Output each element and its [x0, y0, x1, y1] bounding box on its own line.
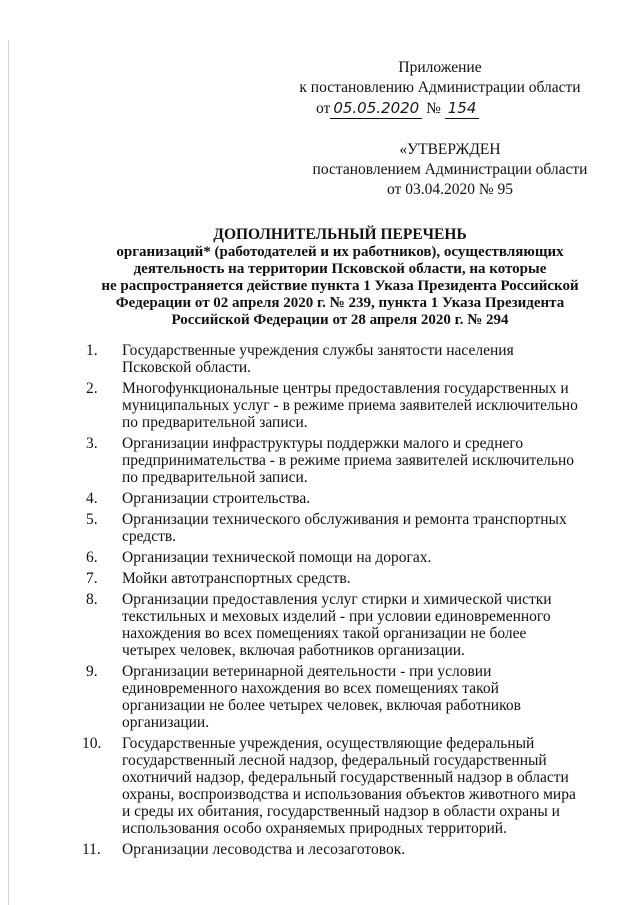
list-item-text-line: четырех человек, включая работников организации. [122, 642, 465, 659]
list-item-text-line: нахождения во всех помещениях такой организации не более [122, 625, 527, 642]
handwritten-date: 05.05.2020 [330, 98, 422, 119]
list-item-number: 9. [86, 663, 98, 680]
list-item-number: 5. [86, 511, 98, 528]
list-item-text-line: Организации предоставления услуг стирки и химической чистки [122, 591, 552, 608]
handwritten-number: 154 [445, 98, 480, 119]
list-item-text-line: Государственные учреждения службы занятости населения [122, 342, 514, 359]
approval-block [300, 140, 600, 200]
appendix-label: Приложение [398, 59, 482, 76]
list-item-text-line: Организации ветеринарной деятельности - при условии [122, 663, 492, 680]
date-prefix: от [316, 100, 331, 117]
list-item-text-line: муниципальных услуг - в режиме приема заявителей исключительно [122, 397, 578, 414]
appendix-date-number [280, 98, 600, 119]
title-main: ДОПОЛНИТЕЛЬНЫЙ ПЕРЕЧЕНЬ [213, 226, 467, 243]
list-item-number: 7. [86, 570, 98, 587]
list-item-number: 1. [86, 342, 98, 359]
list-item [82, 841, 616, 858]
list-item [86, 549, 616, 566]
list-item-text-line: предпринимательства - в режиме приема заявителей исключительно [122, 452, 575, 469]
list-item [86, 591, 616, 659]
list-item-text-line: средств. [122, 528, 177, 545]
appendix-resolution: к постановлению Администрации области [299, 79, 581, 96]
list-item [86, 570, 616, 587]
list-item-number: 3. [86, 435, 98, 452]
list-item [86, 511, 616, 545]
scan-edge-line [8, 40, 9, 905]
list-item-number: 4. [86, 490, 98, 507]
list-item-text-line: Организации лесоводства и лесозаготовок. [122, 841, 406, 858]
list-item-text-line: текстильных и меховых изделий - при условии единовременного [122, 608, 551, 625]
list-item [82, 735, 616, 837]
number-prefix: № [426, 100, 441, 117]
list-item [86, 342, 616, 376]
title-line: Федерации от 02 апреля 2020 г. № 239, пункта 1 Указа Президента [115, 295, 565, 311]
approved-label: «УТВЕРЖДЕН [399, 141, 501, 158]
approved-by: постановлением Администрации области [312, 161, 588, 178]
list-item-text-line: Многофункциональные центры предоставления государственных и [122, 380, 569, 397]
list-item-number: 8. [86, 591, 98, 608]
list-item-number: 11. [82, 841, 101, 858]
list-item-text-line: и среды их обитания, государственный надзор в области охраны и [122, 803, 560, 820]
list-item-number: 2. [86, 380, 98, 397]
list-item [86, 490, 616, 507]
list-item-text-line: Мойки автотранспортных средств. [122, 570, 351, 587]
list-item-text-line: государственный лесной надзор, федеральный государственный [122, 752, 547, 769]
list-item-text-line: Организации технической помощи на дорогах. [122, 549, 432, 566]
document-title [90, 226, 590, 329]
list-item-text-line: охраны, воспроизводства и использования объектов животного мира [122, 786, 576, 803]
list-item-number: 6. [86, 549, 98, 566]
list-item-text-line: единовременного нахождения во всех помещениях такой [122, 680, 499, 697]
list-item-text-line: организации. [122, 714, 210, 731]
list-item [86, 435, 616, 486]
title-line: Российской Федерации от 28 апреля 2020 г. № 294 [171, 312, 509, 328]
title-line: не распространяется действие пункта 1 Указа Президента Российской [101, 278, 579, 294]
list-item-text-line: Организации инфраструктуры поддержки малого и среднего [122, 435, 524, 452]
list-item-text-line: Государственные учреждения, осуществляющие федеральный [122, 735, 535, 752]
appendix-header [280, 58, 600, 119]
list-item [86, 663, 616, 731]
title-line: деятельность на территории Псковской области, на которые [133, 261, 547, 277]
list-item-text-line: использования особо охраняемых природных территорий. [122, 820, 507, 837]
list-item-text-line: Организации строительства. [122, 490, 311, 507]
list-item-text-line: Организации технического обслуживания и ремонта транспортных [122, 511, 567, 528]
list-item-text-line: по предварительной записи. [122, 414, 308, 431]
list-item-text-line: по предварительной записи. [122, 469, 308, 486]
list-item-text-line: организации не более четырех человек, включая работников [122, 697, 521, 714]
title-line: организаций* (работодателей и их работников), осуществляющих [116, 244, 564, 260]
list-item-text-line: Псковской области. [122, 359, 252, 376]
list-item-text-line: охотничий надзор, федеральный государственный надзор в области [122, 769, 569, 786]
approved-date: от 03.04.2020 № 95 [387, 181, 513, 198]
list-item [86, 380, 616, 431]
organizations-list [82, 342, 616, 862]
list-item-number: 10. [82, 735, 102, 752]
